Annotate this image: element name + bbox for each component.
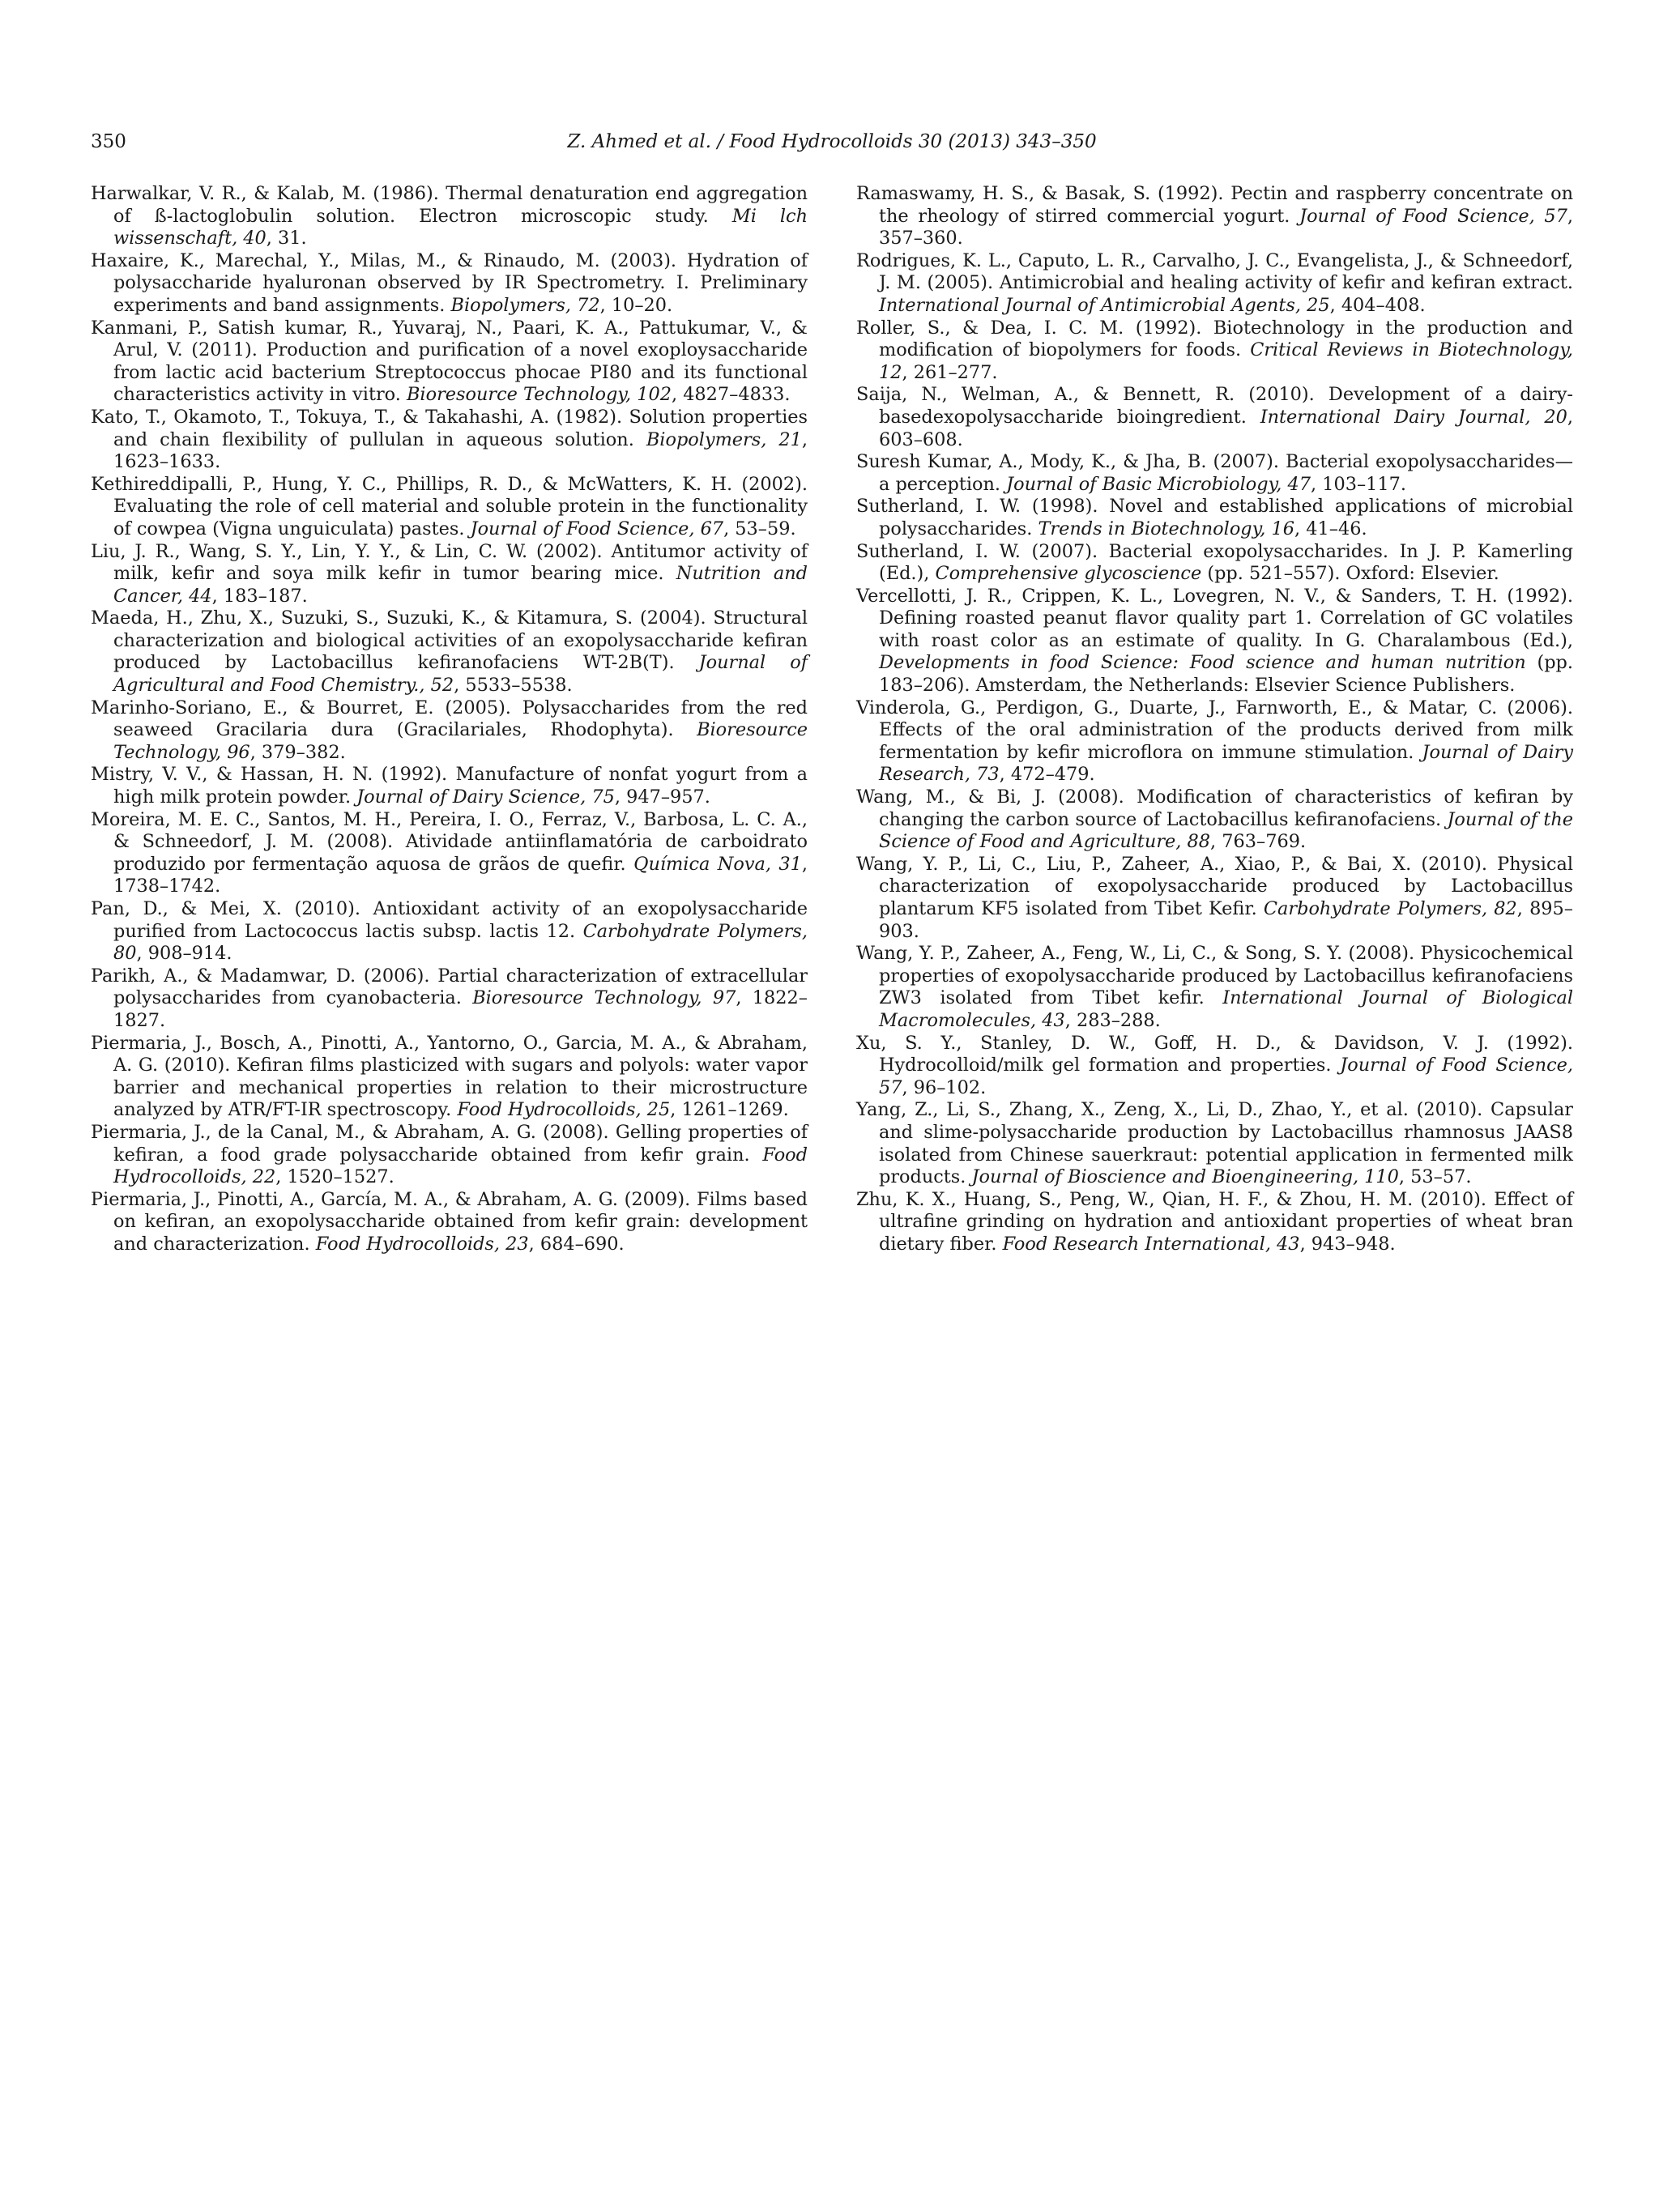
- reference-source: Mi lch wissenschaft, 40: [113, 205, 808, 249]
- reference-text: Wang, M., & Bi, J. (2008). Modification of characteristics of kefiran by changing the carbon source of Lactobacillus kefiranofaciens.: [856, 786, 1573, 830]
- reference-text: Piermaria, J., Pinotti, A., García, M. A., & Abraham, A. G. (2009). Films based on kefiran, an exopolysaccharide obtained from kefir grain: development and characterization.: [91, 1188, 808, 1255]
- reference-text: Mistry, V. V., & Hassan, H. N. (1992). Manufacture of nonfat yogurt from a high milk protein powder.: [91, 764, 808, 808]
- reference-pages: , 404–408.: [1329, 294, 1426, 316]
- reference-pages: , 53–59.: [723, 518, 796, 539]
- reference-entry: [856, 318, 1573, 385]
- reference-text: Maeda, H., Zhu, X., Suzuki, S., Suzuki, K., & Kitamura, S. (2004). Structural characterization and biological activities of an exopolysaccharide kefiran produced by Lactobacillus kefiranofaciens WT-2B(T).: [91, 607, 808, 674]
- reference-entry: [856, 1189, 1573, 1256]
- reference-entry: [856, 384, 1573, 451]
- reference-pages: , 10–20.: [599, 294, 673, 316]
- reference-source: Journal of Food Science, 57: [1299, 205, 1567, 227]
- reference-pages: , 379–382.: [249, 741, 346, 763]
- reference-text: Moreira, M. E. C., Santos, M. H., Pereira, I. O., Ferraz, V., Barbosa, L. C. A., & Schneedorf, J. M. (2008). Atividade antiinflamatória de carboidrato produzido por fermentação aquosa de grãos de quefir.: [91, 808, 808, 875]
- reference-entry: [91, 607, 808, 697]
- reference-pages: , 53–57.: [1398, 1166, 1472, 1188]
- reference-entry: [91, 250, 808, 318]
- reference-text: Roller, S., & Dea, I. C. M. (1992). Biotechnology in the production and modification of biopolymers for foods.: [856, 317, 1573, 361]
- reference-pages: , 1738–1742.: [113, 853, 808, 897]
- reference-pages: , 943–948.: [1299, 1233, 1396, 1255]
- reference-pages: (pp. 183–206). Amsterdam, the Netherlands: Elsevier Science Publishers.: [879, 652, 1573, 697]
- reference-text: Kanmani, P., Satish kumar, R., Yuvaraj, N., Paari, K. A., Pattukumar, V., & Arul, V. (2011). Production and purification of a novel exoploysaccharide from lactic acid bacterium Streptococcus phocae PI80 and its functional characteristics activity in vitro.: [91, 317, 808, 406]
- reference-source: Journal of Bioscience and Bioengineering, 110: [971, 1166, 1399, 1188]
- reference-pages: , 41–46.: [1294, 518, 1367, 539]
- reference-source: International Journal of Antimicrobial Agents, 25: [879, 294, 1330, 316]
- reference-source: Journal of the Science of Food and Agriculture, 88: [879, 808, 1573, 853]
- reference-entry: [91, 697, 808, 765]
- reference-pages: , 5533–5538.: [454, 675, 573, 697]
- reference-entry: [856, 250, 1573, 318]
- page-header: [91, 130, 1573, 154]
- reference-entry: [856, 786, 1573, 854]
- reference-source: Comprehensive glycoscience: [935, 563, 1202, 585]
- reference-source: Nutrition and Cancer, 44: [113, 563, 808, 607]
- reference-source: Bioresource Technology, 102: [406, 384, 672, 406]
- reference-text: Harwalkar, V. R., & Kalab, M. (1986). Thermal denaturation end aggregation of ß-lactoglobulin solution. Electron microscopic study.: [91, 183, 808, 227]
- reference-source: Food Hydrocolloids, 22: [113, 1144, 808, 1188]
- reference-source: Trends in Biotechnology, 16: [1038, 518, 1295, 539]
- reference-text: Sutherland, I. W. (1998). Novel and established applications of microbial polysaccharides.: [856, 496, 1573, 539]
- reference-source: Critical Reviews in Biotechnology, 12: [879, 339, 1574, 383]
- reference-pages: , 103–117.: [1310, 473, 1406, 495]
- reference-entry: [91, 764, 808, 808]
- reference-entry: [91, 1189, 808, 1256]
- reference-source: Biopolymers, 72: [450, 294, 600, 316]
- reference-text: Sutherland, I. W. (2007). Bacterial exopolysaccharides. In J. P. Kamerling (Ed.),: [856, 540, 1573, 585]
- reference-text: Piermaria, J., de la Canal, M., & Abraham, A. G. (2008). Gelling properties of kefiran, a food grade polysaccharide obtained from kefir grain.: [91, 1121, 808, 1166]
- reference-entry: [91, 1122, 808, 1189]
- reference-entry: [856, 586, 1573, 697]
- reference-text: Vercellotti, J. R., Crippen, K. L., Lovegren, N. V., & Sanders, T. H. (1992). Defining roasted peanut flavor quality part 1. Correlation of GC volatiles with roast color as an estimate of quality. In G. Charalambous (Ed.),: [856, 585, 1573, 651]
- reference-pages: , 283–288.: [1064, 1009, 1161, 1031]
- reference-pages: , 603–608.: [879, 406, 1573, 450]
- reference-source: Bioresource Technology, 96: [113, 719, 808, 763]
- reference-source: Journal of Agricultural and Food Chemistry., 52: [113, 652, 808, 697]
- reference-text: Yang, Z., Li, S., Zhang, X., Zeng, X., Li, D., Zhao, Y., et al. (2010). Capsular and slime-polysaccharide production by Lactobacillus rhamnosus JAAS8 isolated from Chinese sauerkraut: potential application in fermented milk products.: [856, 1099, 1573, 1188]
- reference-pages: , 357–360.: [879, 205, 1573, 249]
- reference-text: Kethireddipalli, P., Hung, Y. C., Phillips, R. D., & McWatters, K. H. (2002). Evaluating the role of cell material and soluble protein in the functionality of cowpea (Vigna unguiculata) pastes.: [91, 473, 808, 539]
- reference-entry: [856, 854, 1573, 943]
- reference-text: Xu, S. Y., Stanley, D. W., Goff, H. D., & Davidson, V. J. (1992). Hydrocolloid/milk gel formation and properties.: [856, 1032, 1573, 1076]
- reference-entry: [856, 697, 1573, 786]
- reference-text: Zhu, K. X., Huang, S., Peng, W., Qian, H. F., & Zhou, H. M. (2010). Effect of ultrafine grinding on hydration and antioxidant properties of wheat bran dietary fiber.: [856, 1188, 1573, 1255]
- reference-text: Haxaire, K., Marechal, Y., Milas, M., & Rinaudo, M. (2003). Hydration of polysaccharide hyaluronan observed by IR Spectrometry. I. Preliminary experiments and band assignments.: [91, 249, 808, 316]
- reference-text: Saija, N., Welman, A., & Bennett, R. (2010). Development of a dairy-basedexopolysaccharide bioingredient.: [856, 384, 1573, 428]
- reference-pages: , 96–102.: [902, 1076, 987, 1098]
- reference-pages: , 947–957.: [614, 786, 710, 808]
- reference-entry: [91, 1033, 808, 1122]
- reference-pages: , 183–187.: [211, 585, 308, 607]
- reference-text: Ramaswamy, H. S., & Basak, S. (1992). Pectin and raspberry concentrate on the rheology of stirred commercial yogurt.: [856, 183, 1573, 227]
- reference-pages: , 261–277.: [902, 361, 998, 383]
- reference-text: Kato, T., Okamoto, T., Tokuya, T., & Takahashi, A. (1982). Solution properties and chain flexibility of pullulan in aqueous solution.: [91, 406, 808, 450]
- references-column-left: [91, 183, 808, 1256]
- reference-source: International Dairy Journal, 20: [1260, 406, 1567, 428]
- reference-source: Food Hydrocolloids, 23: [315, 1233, 529, 1255]
- reference-source: Journal of Dairy Science, 75: [356, 786, 615, 808]
- reference-entry: [856, 943, 1573, 1032]
- reference-source: Journal of Dairy Research, 73: [879, 741, 1573, 786]
- reference-entry: [856, 541, 1573, 586]
- reference-entry: [856, 1033, 1573, 1100]
- reference-source: International Journal of Biological Macromolecules, 43: [879, 987, 1573, 1031]
- reference-text: Suresh Kumar, A., Mody, K., & Jha, B. (2007). Bacterial exopolysaccharides—a perception.: [856, 451, 1573, 495]
- reference-pages: , 1623–1633.: [113, 428, 808, 473]
- reference-source: Química Nova, 31: [633, 853, 802, 875]
- reference-entry: [91, 898, 808, 965]
- reference-source: Biopolymers, 21: [646, 428, 802, 450]
- reference-pages: , 908–914.: [136, 943, 232, 965]
- reference-text: Wang, Y. P., Zaheer, A., Feng, W., Li, C., & Song, S. Y. (2008). Physicochemical properties of exopolysaccharide produced by Lactobacillus kefiranofaciens ZW3 isolated from Tibet kefir.: [856, 943, 1573, 1009]
- reference-entry: [91, 809, 808, 898]
- reference-pages: , 4827–4833.: [671, 384, 791, 406]
- reference-pages: , 472–479.: [999, 764, 1095, 786]
- reference-text: Vinderola, G., Perdigon, G., Duarte, J., Farnworth, E., & Matar, C. (2006). Effects of the oral administration of the products derived from milk fermentation by kefir microflora on immune stimulation.: [856, 697, 1573, 763]
- reference-entry: [91, 407, 808, 474]
- reference-pages: , 1520–1527.: [275, 1166, 394, 1188]
- reference-source: Bioresource Technology, 97: [472, 987, 736, 1009]
- reference-text: Parikh, A., & Madamwar, D. (2006). Partial characterization of extracellular polysaccharides from cyanobacteria.: [91, 965, 808, 1009]
- reference-entry: [856, 451, 1573, 496]
- reference-text: Piermaria, J., Bosch, A., Pinotti, A., Yantorno, O., Garcia, M. A., & Abraham, A. G. (2010). Kefiran films plasticized with sugars and polyols: water vapor barrier and mechanical properties in relation to their microstructure analyzed by ATR/FT-IR spectroscopy.: [91, 1032, 808, 1121]
- reference-text: Rodrigues, K. L., Caputo, L. R., Carvalho, J. C., Evangelista, J., & Schneedorf, J. M. (2005). Antimicrobial and healing activity of kefir and kefiran extract.: [856, 249, 1573, 294]
- reference-source: Journal of Food Science, 57: [879, 1055, 1573, 1098]
- reference-entry: [91, 541, 808, 608]
- reference-source: Food Research International, 43: [1002, 1233, 1300, 1255]
- reference-entry: [91, 318, 808, 407]
- reference-text: Wang, Y. P., Li, C., Liu, P., Zaheer, A., Xiao, P., & Bai, X. (2010). Physical characterization of exopolysaccharide produced by Lactobacillus plantarum KF5 isolated from Tibet Kefir.: [856, 853, 1573, 919]
- reference-pages: , 31.: [266, 228, 307, 249]
- references-column-right: [856, 183, 1573, 1256]
- page-number: 350: [91, 131, 126, 152]
- running-title: Z. Ahmed et al. / Food Hydrocolloids 30 (2013) 343–350: [567, 131, 1097, 152]
- reference-entry: [856, 1099, 1573, 1188]
- reference-source: Journal of Basic Microbiology, 47: [1006, 473, 1311, 495]
- reference-entry: [91, 183, 808, 250]
- reference-text: Marinho-Soriano, E., & Bourret, E. (2005). Polysaccharides from the red seaweed Gracilaria dura (Gracilariales, Rhodophyta).: [91, 697, 808, 741]
- reference-source: Carbohydrate Polymers, 80: [113, 920, 808, 965]
- reference-pages: , 895–903.: [879, 898, 1573, 942]
- reference-text: Pan, D., & Mei, X. (2010). Antioxidant activity of an exopolysaccharide purified from Lactococcus lactis subsp. lactis 12.: [91, 898, 808, 942]
- reference-entry: [91, 965, 808, 1033]
- reference-pages: , 763–769.: [1210, 831, 1307, 853]
- reference-pages: , 684–690.: [528, 1233, 625, 1255]
- reference-pages: , 1261–1269.: [670, 1099, 789, 1121]
- reference-source: Developments in food Science: Food science and human nutrition: [879, 652, 1526, 674]
- reference-entry: [856, 496, 1573, 540]
- reference-text: Liu, J. R., Wang, S. Y., Lin, Y. Y., & Lin, C. W. (2002). Antitumor activity of milk, kefir and soya milk kefir in tumor bearing mice.: [91, 540, 808, 585]
- reference-source: Food Hydrocolloids, 25: [457, 1099, 671, 1121]
- reference-source: Carbohydrate Polymers, 82: [1263, 898, 1517, 919]
- reference-entry: [91, 474, 808, 541]
- reference-source: Journal of Food Science, 67: [470, 518, 724, 539]
- reference-pages: (pp. 521–557). Oxford: Elsevier.: [1201, 563, 1499, 585]
- reference-entry: [856, 183, 1573, 250]
- reference-pages: , 1822–1827.: [113, 987, 808, 1031]
